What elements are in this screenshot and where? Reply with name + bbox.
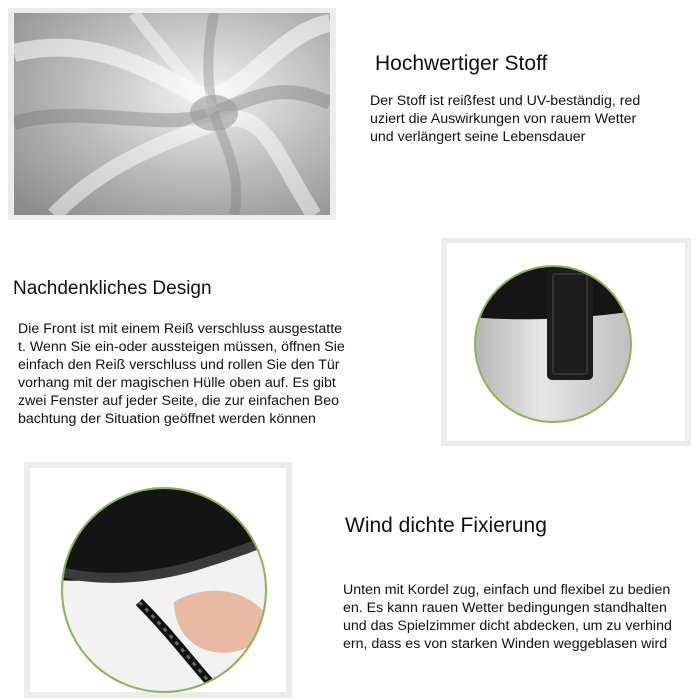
drawstring-cord-icon bbox=[24, 462, 292, 698]
drawstring-image-frame bbox=[24, 462, 292, 698]
strap-image-frame bbox=[441, 238, 691, 446]
section-3-text: Unten mit Kordel zug, einfach und flexibel zu bedien en. Es kann rauen Wetter bedingungen standhalten und das Spielzimmer dicht abdecken, um zu verhind ern, dass es von starken Winden weggeblasen wird bbox=[343, 582, 672, 652]
cover-strap-icon bbox=[441, 238, 691, 446]
section-1-text: Der Stoff ist reißfest und UV-beständig, red uziert die Auswirkungen von rauem Wetter und verlängert seine Lebensdauer bbox=[370, 93, 641, 145]
section-2-text: Die Front ist mit einem Reiß verschluss ausgestatte t. Wenn Sie ein-oder aussteigen müssen, öffnen Sie einfach den Reiß verschluss und rollen Sie den Tür vorhang mit der magischen Hülle oben auf. Es gibt zwei Fenster auf jeder Seite, die zur einfachen Beo bachtung der Situation geöffnet werden können bbox=[18, 321, 345, 427]
section-2-heading: Nachdenkliches Design bbox=[13, 278, 212, 299]
fabric-image-frame bbox=[8, 8, 336, 220]
section-1-heading: Hochwertiger Stoff bbox=[375, 52, 548, 75]
silver-fabric-icon bbox=[14, 13, 330, 215]
section-3-heading: Wind dichte Fixierung bbox=[345, 514, 547, 537]
